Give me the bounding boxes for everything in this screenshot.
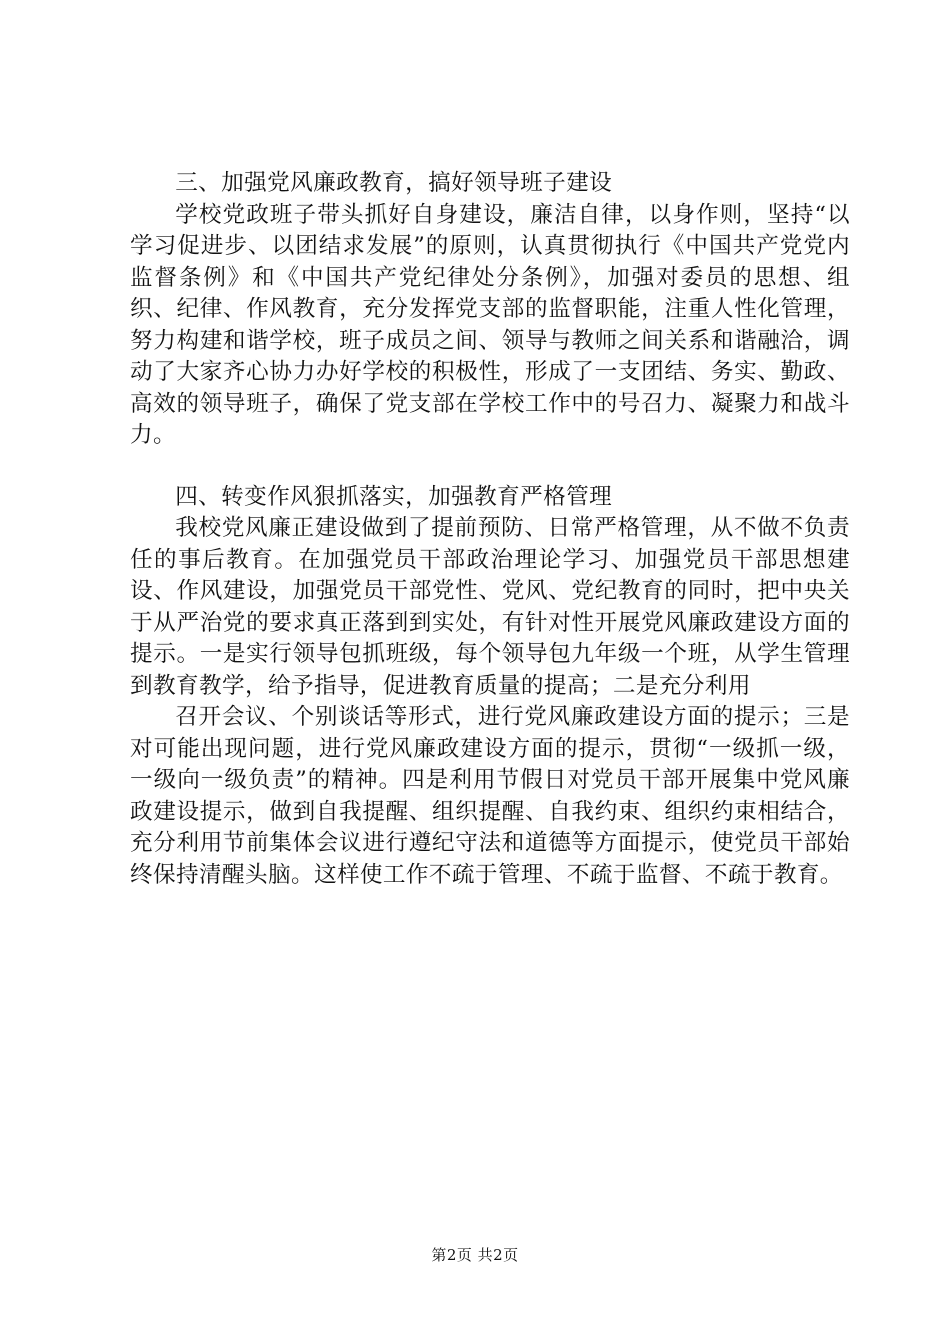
section-4 — [130, 482, 850, 892]
section-heading: 四、转变作风狠抓落实，加强教育严格管理 — [175, 483, 613, 510]
section-paragraph: 我校党风廉正建设做到了提前预防、日常严格管理，从不做不负责任的事后教育。在加强党员干部政治理论学习、加强党员干部思想建设、作风建设，加强党员干部党性、党风、党纪教育的同时，把中央关于从严治党的要求真正落到到实处，有针对性开展党风廉政建设方面的提示。一是实行领导包抓班级，每个领导包九年级一个班，从学生管理到教育教学，给予指导，促进教育质量的提高；二是充分利用 — [130, 515, 850, 699]
page-number-footer: 第2页 共2页 — [431, 1246, 519, 1264]
section-heading: 三、加强党风廉政教育，搞好领导班子建设 — [175, 170, 613, 196]
section-paragraph: 学校党政班子带头抓好自身建设，廉洁自律，以身作则，坚持“以学习促进步、以团结求发展”的原则，认真贯彻执行《中国共产党党内监督条例》和《中国共产党纪律处分条例》，加强对委员的思想、组织、纪律、作风教育，充分发挥党支部的监督职能，注重人性化管理，努力构建和谐学校，班子成员之间、领导与教师之间关系和谐融洽，调动了大家齐心协力办好学校的积极性，形成了一支团结、务实、勤政、高效的领导班子，确保了党支部在学校工作中的号召力、凝聚力和战斗力。 — [130, 201, 850, 448]
section-paragraph: 召开会议、个别谈话等形式，进行党风廉政建设方面的提示；三是对可能出现问题，进行党风廉政建设方面的提示，贯彻“一级抓一级，一级向一级负责”的精神。四是利用节假日对党员干部开展集中党风廉政建设提示，做到自我提醒、组织提醒、自我约束、组织约束相结合，充分利用节前集体会议进行遵纪守法和道德等方面提示，使党员干部始终保持清醒头脑。这样使工作不疏于管理、不疏于监督、不疏于教育。 — [130, 704, 850, 888]
document-body — [130, 168, 850, 891]
section-3 — [130, 168, 850, 452]
